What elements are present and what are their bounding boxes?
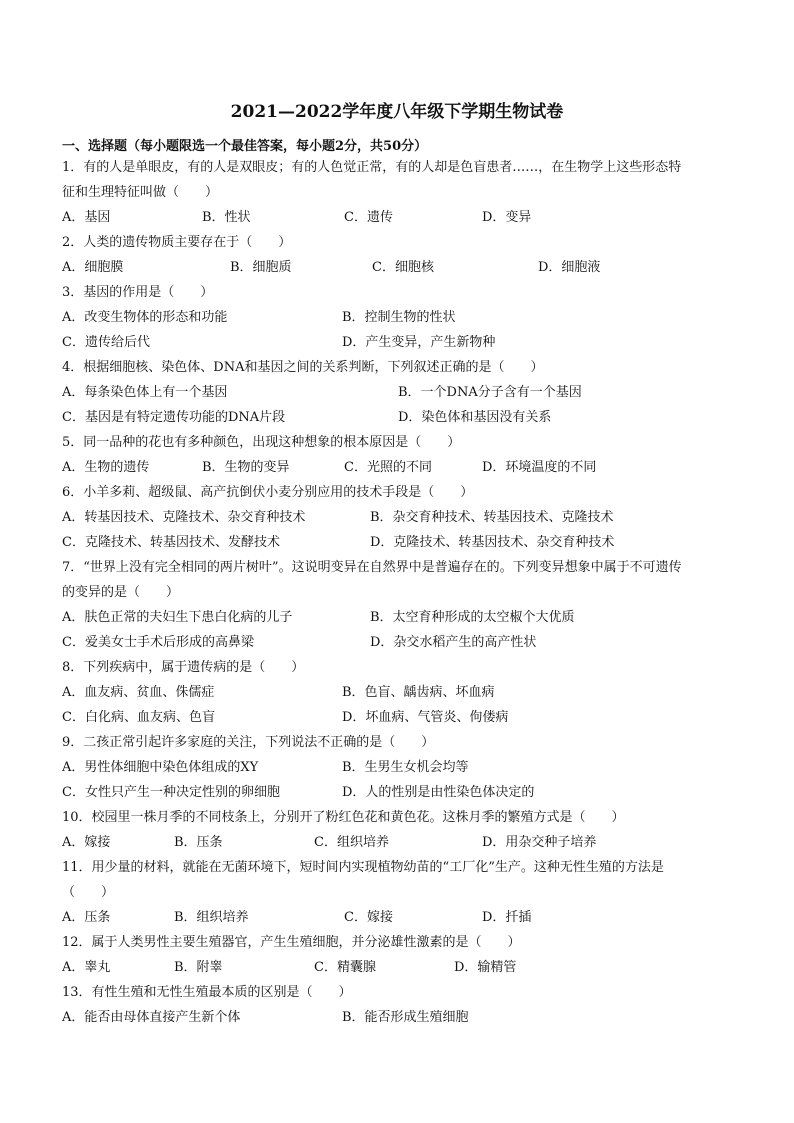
options-row	[62, 780, 742, 805]
question-3-stem: 3．基因的作用是（ ）	[62, 285, 214, 300]
question-9-option: A．男性体细胞中染色体组成的XY	[62, 760, 259, 775]
options-row	[62, 255, 742, 280]
options-row	[62, 755, 742, 780]
options-row	[62, 630, 742, 655]
question-list	[62, 155, 742, 1030]
options-row	[62, 205, 742, 230]
question-4-option: C．基因是有特定遗传功能的DNA片段	[62, 410, 286, 425]
options-row	[62, 905, 742, 930]
question-8-stem: 8．下列疾病中，属于遗传病的是（ ）	[62, 660, 305, 675]
question-6-option: A．转基因技术、克隆技术、杂交育种技术	[62, 510, 306, 525]
question-12-option: B．附睾	[174, 960, 223, 975]
question-6-option: D．克隆技术、转基因技术、杂交育种技术	[370, 535, 615, 550]
question-8-option: C．白化病、血友病、色盲	[62, 710, 215, 725]
question-2-stem: 2．人类的遗传物质主要存在于（ ）	[62, 235, 292, 250]
options-row	[62, 680, 742, 705]
question-7-option: A．肤色正常的夫妇生下患白化病的儿子	[62, 610, 293, 625]
options-row	[62, 705, 742, 730]
options-row	[62, 605, 742, 630]
question-13-option: A．能否由母体直接产生新个体	[62, 1010, 241, 1025]
options-row	[62, 305, 742, 330]
question-8-option: B．色盲、龋齿病、坏血病	[342, 685, 495, 700]
question-12-option: C．精囊腺	[314, 960, 376, 975]
question-11-option: B．组织培养	[174, 910, 249, 925]
options-row	[62, 1005, 742, 1030]
question-11-option: C．嫁接	[344, 910, 393, 925]
question-5-option: A．生物的遗传	[62, 460, 150, 475]
question-11-option: A．压条	[62, 910, 111, 925]
question-7-stem: 7．“世界上没有完全相同的两片树叶”。这说明变异在自然界中是普遍存在的。下列变异想象中属于不可遗传	[62, 560, 682, 575]
question-9-option: C．女性只产生一种决定性别的卵细胞	[62, 785, 280, 800]
question-12-option: A．睾丸	[62, 960, 111, 975]
question-2-option: C．细胞核	[372, 260, 434, 275]
question-7-option: B．太空育种形成的太空椒个大优质	[370, 610, 575, 625]
page-title: 2021—2022学年度八年级下学期生物试卷	[230, 102, 564, 122]
question-5-option: C．光照的不同	[344, 460, 432, 475]
question-3-option: B．控制生物的性状	[342, 310, 456, 325]
question-1-option: B．性状	[202, 210, 251, 225]
question-5-option: D．环境温度的不同	[482, 460, 597, 475]
question-10-option: C．组织培养	[314, 835, 389, 850]
question-1-option: C．遗传	[344, 210, 393, 225]
options-row	[62, 505, 742, 530]
question-5-option: B．生物的变异	[202, 460, 290, 475]
question-1-stem: 征和生理特征叫做（ ）	[62, 185, 219, 200]
question-13-option: B．能否形成生殖细胞	[342, 1010, 469, 1025]
question-10-option: D．用杂交种子培养	[482, 835, 597, 850]
question-10-stem: 10．校园里一株月季的不同枝条上，分别开了粉红色花和黄色花。这株月季的繁殖方式是（ ）	[62, 810, 625, 825]
question-4-option: A．每条染色体上有一个基因	[62, 385, 228, 400]
question-12-stem: 12．属于人类男性主要生殖器官，产生生殖细胞，并分泌雄性激素的是（ ）	[62, 935, 521, 950]
question-8-option: A．血友病、贫血、侏儒症	[62, 685, 215, 700]
question-2-option: D．细胞液	[538, 260, 601, 275]
section-heading: 一、选择题（每小题限选一个最佳答案，每小题2分，共50分）	[62, 139, 428, 154]
question-12-option: D．输精管	[454, 960, 517, 975]
question-1-option: D．变异	[482, 210, 532, 225]
options-row	[62, 380, 742, 405]
question-7-option: C．爱美女士手术后形成的高鼻梁	[62, 635, 254, 650]
question-6-option: C．克隆技术、转基因技术、发酵技术	[62, 535, 280, 550]
question-1-option: A．基因	[62, 210, 111, 225]
question-8-option: D．坏血病、气管炎、佝偻病	[342, 710, 509, 725]
options-row	[62, 955, 742, 980]
options-row	[62, 405, 742, 430]
options-row	[62, 830, 742, 855]
question-2-option: B．细胞质	[230, 260, 292, 275]
options-row	[62, 330, 742, 355]
question-10-option: B．压条	[174, 835, 223, 850]
question-4-option: B．一个DNA分子含有一个基因	[398, 385, 582, 400]
question-11-stem: （ ）	[62, 885, 115, 900]
question-1-stem: 1．有的人是单眼皮，有的人是双眼皮；有的人色觉正常，有的人却是色盲患者……，在生物学上这些形态特	[62, 160, 682, 175]
question-6-option: B．杂交育种技术、转基因技术、克隆技术	[370, 510, 614, 525]
question-7-stem: 的变异的是（ ）	[62, 585, 180, 600]
question-4-stem: 4．根据细胞核、染色体、DNA和基因之间的关系判断，下列叙述正确的是（ ）	[62, 360, 544, 375]
question-6-stem: 6．小羊多莉、超级鼠、高产抗倒伏小麦分别应用的技术手段是（ ）	[62, 485, 474, 500]
options-row	[62, 530, 742, 555]
question-3-option: A．改变生物体的形态和功能	[62, 310, 228, 325]
question-3-option: C．遗传给后代	[62, 335, 150, 350]
question-13-stem: 13．有性生殖和无性生殖最本质的区别是（ ）	[62, 985, 352, 1000]
question-7-option: D．杂交水稻产生的高产性状	[370, 635, 537, 650]
question-2-option: A．细胞膜	[62, 260, 124, 275]
question-9-stem: 9．二孩正常引起许多家庭的关注，下列说法不正确的是（ ）	[62, 735, 435, 750]
question-11-stem: 11．用少量的材料，就能在无菌环境下，短时间内实现植物幼苗的“工厂化”生产。这种无性生殖的方法是	[62, 860, 664, 875]
question-3-option: D．产生变异，产生新物种	[342, 335, 496, 350]
question-11-option: D．扦插	[482, 910, 532, 925]
question-5-stem: 5．同一品种的花也有多种颜色，出现这种想象的根本原因是（ ）	[62, 435, 461, 450]
question-10-option: A．嫁接	[62, 835, 111, 850]
question-9-option: B．生男生女机会均等	[342, 760, 469, 775]
question-9-option: D．人的性别是由性染色体决定的	[342, 785, 535, 800]
question-4-option: D．染色体和基因没有关系	[398, 410, 552, 425]
options-row	[62, 455, 742, 480]
